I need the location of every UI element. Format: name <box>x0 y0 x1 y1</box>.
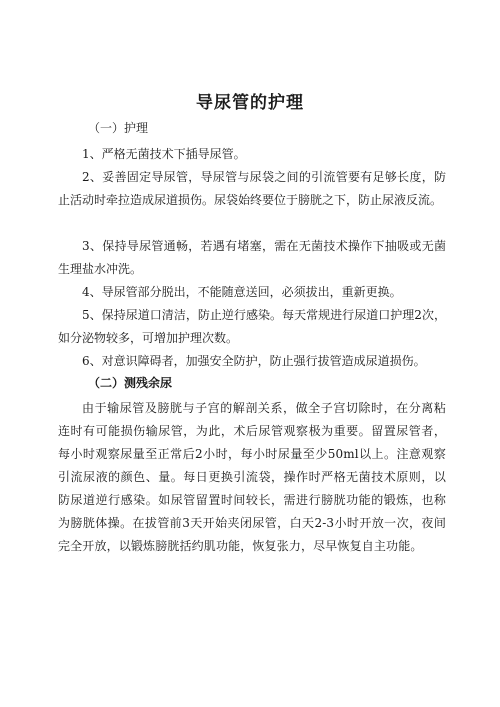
care-item-2: 2、妥善固定导尿管，导尿管与尿袋之间的引流管要有足够长度，防止活动时牵拉造成尿道损伤。尿袋始终要位于膀胱之下，防止尿液反流。 <box>58 170 446 207</box>
section-heading-residual-urine: （二）测残余尿 <box>88 376 173 390</box>
care-item-5: 5、保持尿道口清洁，防止逆行感染。每天常规进行尿道口护理2次，如分泌物较多，可增加护理次数。 <box>58 308 446 345</box>
section-heading-care: （一）护理 <box>88 121 149 135</box>
care-item-6: 6、对意识障碍者，加强安全防护，防止强行拔管造成尿道损伤。 <box>82 354 426 368</box>
care-item-3: 3、保持导尿管通畅，若遇有堵塞，需在无菌技术操作下抽吸或无菌生理盐水冲洗。 <box>58 239 446 276</box>
care-item-4: 4、导尿管部分脱出，不能随意送回，必须拔出，重新更换。 <box>82 285 402 299</box>
residual-urine-paragraph: 由于输尿管及膀胱与子宫的解剖关系，做全子宫切除时，在分离粘连时有可能损伤输尿管，为此，术后尿管观察极为重要。留置尿管者，每小时观察尿量至正常后2小时，每小时尿量至少50ml以上。注意观察引流尿液的颜色、量。每日更换引流袋，操作时严格无菌技术原则，以防尿道逆行感染。如尿管留置时间较长，需进行膀胱功能的锻炼，也称为膀胱体操。在拔管前3天开始夹闭尿管，白天2-3小时开放一次，夜间完全开放，以锻炼膀胱括约肌功能，恢复张力，尽早恢复自主功能。 <box>58 401 446 553</box>
care-item-1: 1、严格无菌技术下插导尿管。 <box>82 147 246 161</box>
document-title: 导尿管的护理 <box>196 93 304 113</box>
